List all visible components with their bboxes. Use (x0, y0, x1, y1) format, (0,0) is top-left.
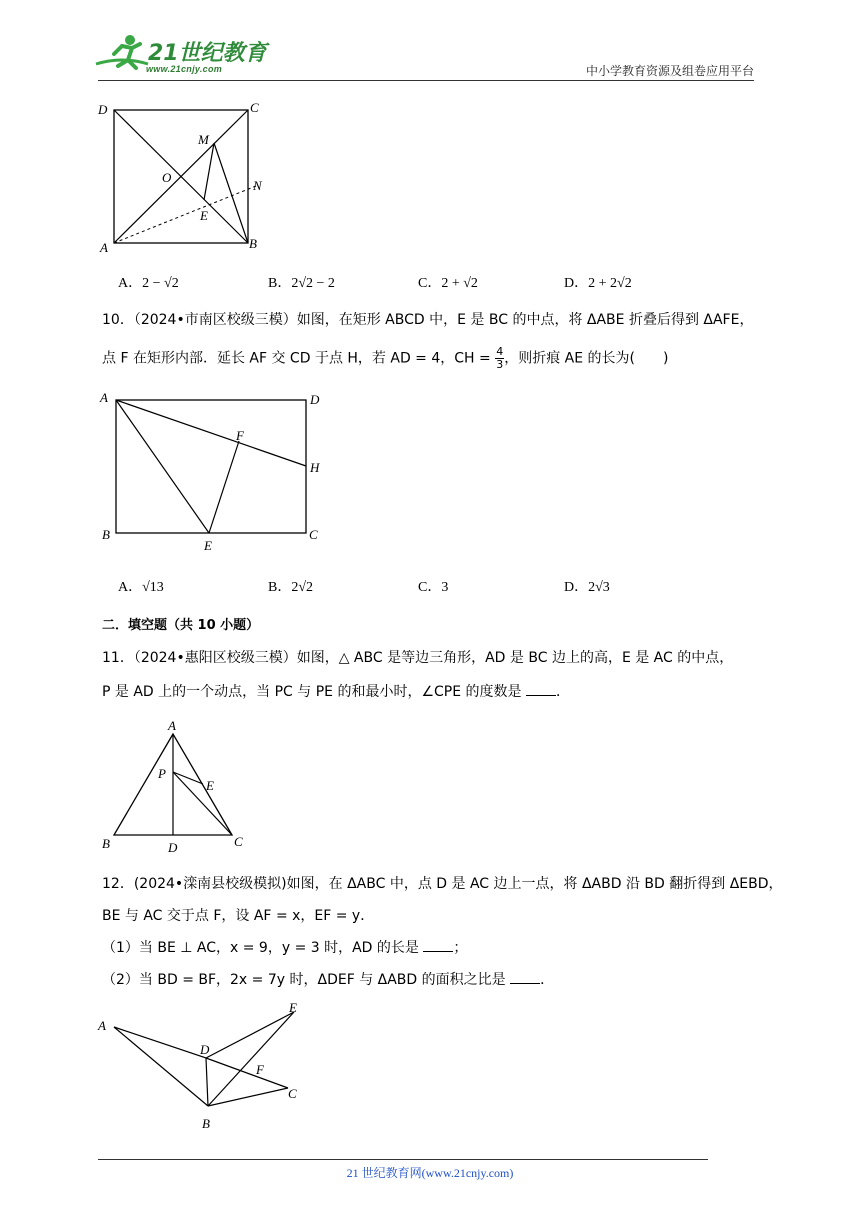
q12-label-d: D (200, 1042, 210, 1057)
option-value: 2 − √2 (142, 276, 179, 291)
answer-blank[interactable] (423, 939, 453, 952)
option-value: 2√2 − 2 (291, 276, 335, 291)
q10-option-d[interactable] (564, 576, 610, 596)
option-letter: B． (268, 580, 292, 595)
logo-text: 21世纪教育 (148, 41, 267, 66)
option-letter: D． (564, 276, 589, 291)
q12-line1 (102, 874, 783, 894)
option-value: 3 (441, 580, 449, 595)
q12-part1-end: ； (453, 940, 468, 956)
q11-label-p: P (158, 766, 166, 781)
option-letter: A． (118, 580, 143, 595)
q9-label-o: O (162, 170, 172, 185)
q12-figure (96, 1000, 316, 1134)
q10-source: （2024•市南区校级三模） (133, 312, 297, 328)
q11-label-a: A (168, 718, 176, 733)
q10-figure (96, 386, 336, 556)
q12-label-c: C (288, 1086, 297, 1101)
answer-blank[interactable] (510, 971, 540, 984)
q9-label-c: C (250, 100, 259, 115)
q10-line2 (102, 346, 668, 371)
q12-line2: BE 与 AC 交于点 F，设 AF = x，EF = y． (102, 908, 375, 924)
q9-label-e: E (200, 208, 208, 223)
footer-text[interactable]: 21 世纪教育网(www.21cnjy.com) (346, 1166, 514, 1180)
q9-label-n: N (253, 178, 262, 193)
footer-divider (98, 1159, 708, 1160)
option-letter: C． (418, 580, 442, 595)
q10-option-b[interactable] (268, 576, 313, 596)
q10-label-b: B (102, 527, 110, 542)
option-letter: D． (564, 580, 589, 595)
q9-option-b[interactable] (268, 272, 335, 292)
fraction-denominator: 3 (496, 358, 504, 371)
option-letter: A． (118, 276, 143, 291)
header-divider (98, 80, 754, 81)
option-letter: C． (418, 276, 442, 291)
fraction-numerator: 4 (496, 345, 504, 358)
q10-number: 10． (102, 312, 134, 328)
q10-stem-2b: ，则折痕 AE 的长为( ) (504, 350, 669, 367)
q9-label-b: B (249, 236, 257, 251)
q12-label-e: E (289, 1000, 297, 1015)
q9-label-d: D (98, 102, 108, 117)
logo-site: www.21cnjy.com (146, 64, 223, 74)
q11-stem-1: 如图，△ ABC 是等边三角形，AD 是 BC 边上的高，E 是 AC 的中点， (296, 650, 734, 666)
q12-part2 (102, 970, 554, 990)
q9-label-a: A (100, 240, 108, 255)
q10-option-a[interactable] (118, 576, 164, 596)
q9-option-a[interactable] (118, 272, 179, 292)
q11-label-e: E (206, 778, 214, 793)
q9-label-m: M (198, 132, 209, 147)
q11-label-c: C (234, 834, 243, 849)
q12-stem-1: 如图，在 ΔABC 中，点 D 是 AC 边上一点，将 ΔABD 沿 BD 翻折得到 ΔEBD， (286, 876, 783, 892)
q11-line1 (102, 648, 733, 668)
q11-source: （2024•惠阳区校级三模） (133, 650, 297, 666)
q10-option-c[interactable] (418, 576, 448, 596)
answer-blank[interactable] (526, 683, 556, 696)
q11-label-d: D (168, 840, 178, 855)
q12-number: 12． (102, 876, 134, 892)
q10-fraction (495, 346, 504, 371)
q11-stem-2: P 是 AD 上的一个动点，当 PC 与 PE 的和最小时，∠CPE 的度数是 (102, 684, 522, 700)
q12-part2-end: ． (540, 972, 555, 988)
section-title: 二．填空题（共 10 小题） (102, 618, 260, 633)
option-value: 2 + 2√2 (588, 276, 632, 291)
q9-figure (96, 96, 276, 256)
q11-label-b: B (102, 836, 110, 851)
q10-line1 (102, 310, 753, 330)
q10-label-d: D (310, 392, 320, 407)
q12-label-f: F (256, 1062, 264, 1077)
q11-line2 (102, 682, 570, 702)
q11-number: 11． (102, 650, 134, 666)
q11-figure (96, 714, 256, 856)
q11-stem-end: ． (555, 684, 570, 700)
q10-label-f: F (236, 428, 244, 443)
q10-label-c: C (309, 527, 318, 542)
q10-stem-1: 如图，在矩形 ABCD 中，E 是 BC 的中点，将 ΔABE 折叠后得到 ΔAFE， (296, 312, 754, 328)
option-value: 2√2 (291, 580, 314, 595)
q12-part1 (102, 938, 467, 958)
q10-label-e: E (204, 538, 212, 553)
option-value: 2√3 (588, 580, 610, 595)
q10-stem-2a: 点 F 在矩形内部．延长 AF 交 CD 于点 H，若 AD = 4，CH = (102, 350, 491, 367)
q10-label-h: H (310, 460, 320, 475)
q9-option-c[interactable] (418, 272, 478, 292)
option-value: 2 + √2 (441, 276, 478, 291)
option-letter: B． (268, 276, 292, 291)
q12-label-b: B (202, 1116, 210, 1131)
option-value: √13 (142, 580, 164, 595)
q9-option-d[interactable] (564, 272, 632, 292)
q12-part1-text: （1）当 BE ⊥ AC，x = 9，y = 3 时，AD 的长是 (102, 940, 419, 956)
header-platform-text: 中小学教育资源及组卷应用平台 (585, 64, 754, 78)
q12-source: (2024•滦南县校级模拟) (133, 876, 287, 892)
q10-label-a: A (100, 390, 108, 405)
q12-part2-text: （2）当 BD = BF，2x = 7y 时，ΔDEF 与 ΔABD 的面积之比是 (102, 972, 506, 988)
q12-label-a: A (98, 1018, 106, 1033)
